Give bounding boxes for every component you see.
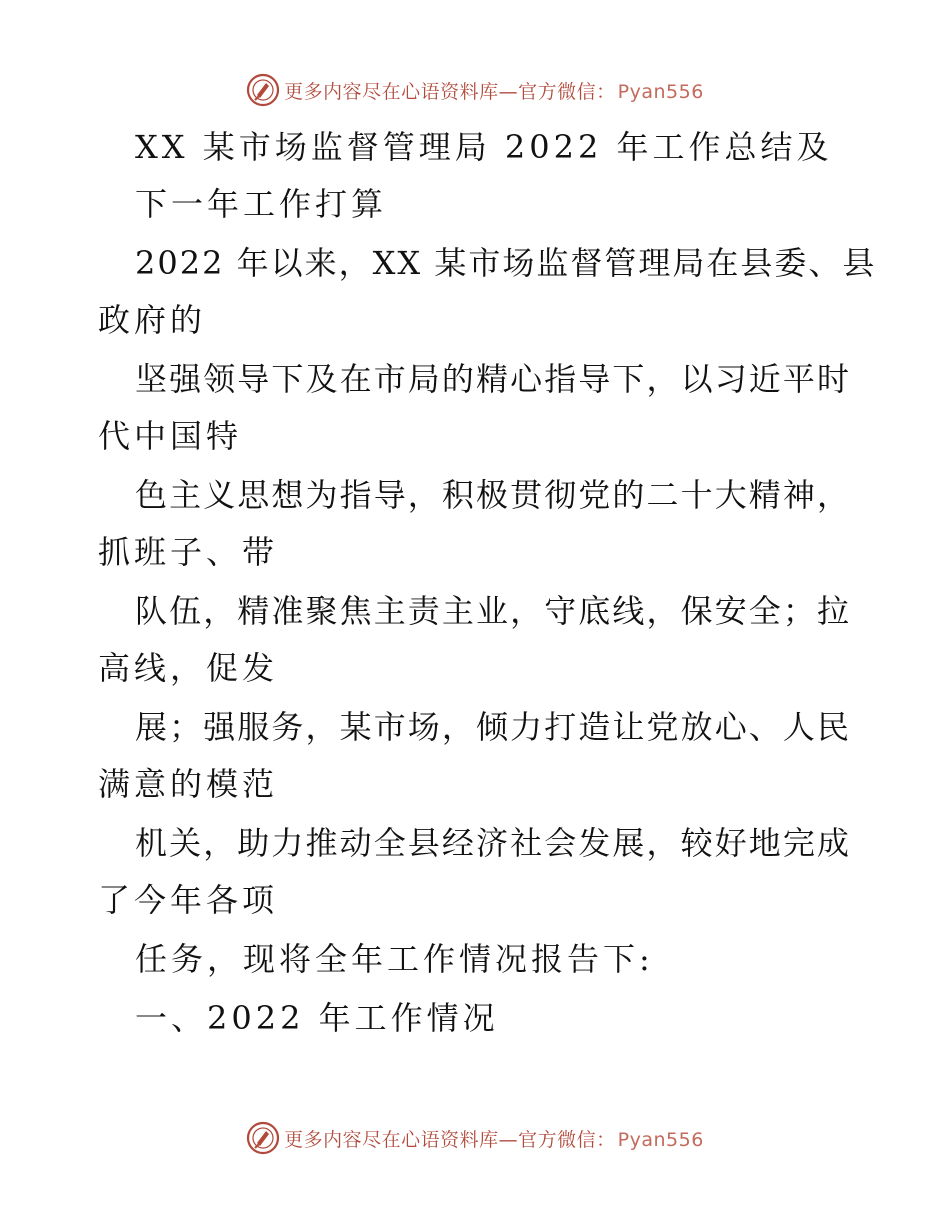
paragraph-line: 队伍，精准聚焦主责主业，守底线，保安全；拉 — [135, 592, 851, 630]
watermark-header — [0, 70, 950, 110]
paragraph-line: 代中国特 — [98, 417, 243, 455]
paragraph-line: 抓班子、带 — [98, 533, 279, 571]
section-heading: 一、2022 年工作情况 — [135, 999, 499, 1037]
seal-logo-icon — [246, 1121, 280, 1155]
paragraph-line: 坚强领导下及在市局的精心指导下，以习近平时 — [135, 360, 851, 398]
document-title-line-2: 下一年工作打算 — [135, 185, 388, 223]
paragraph-line: 展；强服务，某市场，倾力打造让党放心、人民 — [135, 708, 851, 746]
watermark-footer — [0, 1118, 950, 1158]
paragraph-line: 机关，助力推动全县经济社会发展，较好地完成 — [135, 824, 851, 862]
paragraph-line: 了今年各项 — [98, 881, 279, 919]
watermark-text: 更多内容尽在心语资料库—官方微信： Pyan556 — [284, 80, 704, 103]
paragraph-line: 色主义思想为指导，积极贯彻党的二十大精神， — [135, 476, 851, 514]
paragraph-line: 高线，促发 — [98, 649, 279, 687]
paragraph-line: 任务，现将全年工作情况报告下: — [135, 940, 654, 978]
paragraph-line: 满意的模范 — [98, 765, 279, 803]
watermark-text: 更多内容尽在心语资料库—官方微信： Pyan556 — [284, 1128, 704, 1151]
seal-logo-icon — [246, 73, 280, 107]
paragraph-line: 政府的 — [98, 301, 207, 339]
paragraph-line: 2022 年以来，XX 某市场监督管理局在县委、县 — [135, 244, 877, 282]
document-title-line-1: XX 某市场监督管理局 2022 年工作总结及 — [135, 128, 833, 166]
